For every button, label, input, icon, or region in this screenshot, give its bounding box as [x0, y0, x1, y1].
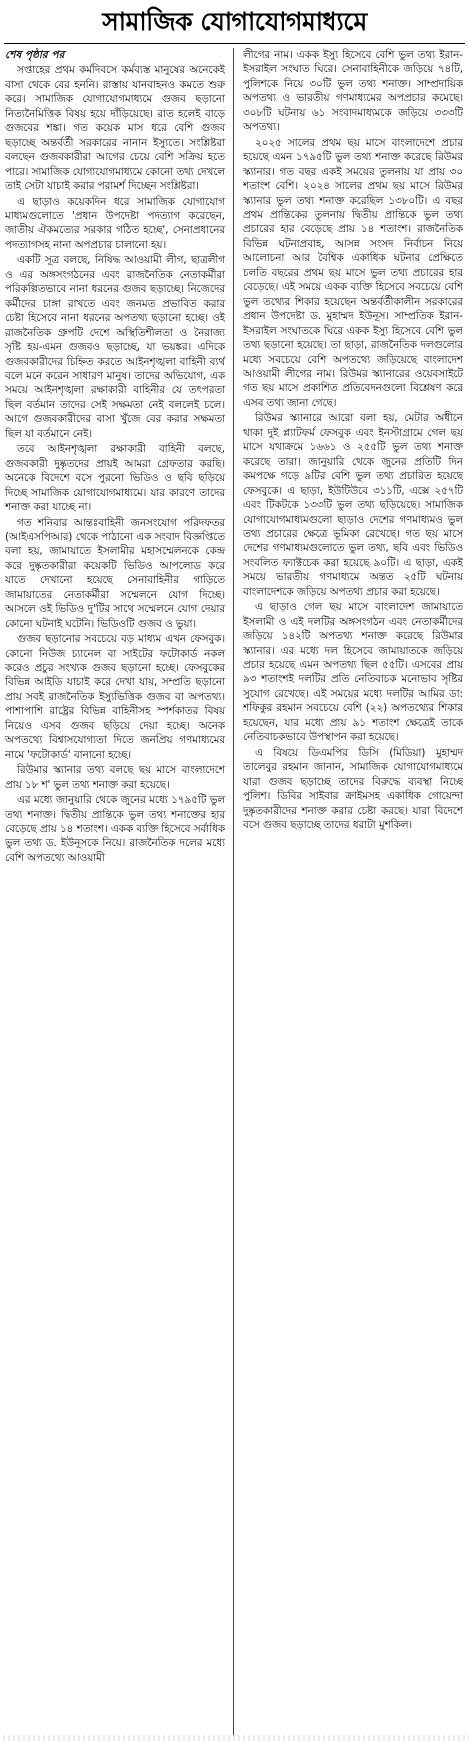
- article-paragraph: এ বিষয়ে ডিএমপির ডিসি (মিডিয়া) মুহাম্মদ তালেবুর রহমান জানান, সামাজিক যোগাযোগমাধ্যমে যারা গুজব ছড়াচ্ছে তাদের বিরুদ্ধে ব্যবস্থা নিচ্ছে পুলিশ। ডিবির সাইবার ক্রাইমসহ একাধিক গোয়েন্দা দুষ্কৃতকারীদের শনাক্ত করার চেষ্টা করছে। যারা বিদেশে বসে গুজব ছড়াচ্ছে তাদের ধরাটা মুশকিল।: [243, 746, 463, 832]
- article-paragraph: গত শনিবার আন্তঃবাহিনী জনসংযোগ পরিদফতর (আইএসপিআর) থেকে পাঠানো এক সংবাদ বিজ্ঞপ্তিতে বলা হয়, জামায়াতে ইসলামীর মহাসম্মেলনকে কেন্দ্র করে দুষ্কৃতকারীরা কয়েকটি ভিডিও আপলোড করে যাতে দেখানো হয়েছে সেনাবাহিনীর গাড়িতে জামায়াতের নেতাকর্মীরা সম্মেলনে যোগ দিচ্ছে। আসলে ওই ভিডিও দু'টির সাথে সম্মেলনে যোগ দেয়ার কোনো ঘটনাই ঘটেনি। ভিডিওটি গুজব ও ভুয়া।: [5, 516, 225, 630]
- headline-rule: [4, 43, 465, 44]
- article-paragraph: রিউমার স্ক্যানার তথ্য বলছে ছয় মাসে বাংলাদেশে প্রায় ১৮ শ' ভুল তথ্য শনাক্ত করা হয়েছে।: [5, 764, 225, 791]
- column-divider: [233, 48, 234, 1736]
- continued-from-label: শেষ পৃষ্ঠার পর: [5, 49, 65, 61]
- torn-edge: [0, 1735, 469, 1741]
- left-column: [5, 48, 225, 1738]
- article-paragraph: এর মধ্যে জানুয়ারি থেকে জুনের মধ্যে ১৭৯৫টি ভুল তথ্য শনাক্ত। দ্বিতীয় প্রান্তিকে ভুল তথ্য শনাক্তের হার বেড়েছে প্রায় ১৪ শতাংশ। একক ব্যক্তি হিসেবে সর্বাধিক ভুল তথ্য ড. ইউনূসকে নিয়ে। রাজনৈতিক দলের মধ্যে বেশি অপতথ্যে আওয়ামী: [5, 794, 225, 864]
- right-column: [243, 48, 463, 1738]
- headline: সামাজিক যোগাযোগমাধ্যমে: [102, 7, 367, 36]
- article-paragraph: একটি সূত্র বলছে, নিষিদ্ধ আওয়ামী লীগ, ছাত্রলীগ ও এর অঙ্গসংগঠনের এবং রাজনৈতিক নেতাকর্মীরা পরিকল্পিতভাবে নানা ধরনের গুজব ছড়াচ্ছে। নিজেদের কর্মীদের চাঙ্গা রাখতে এবং জনমত প্রভাবিত করার চেষ্টা হিসেবে নানা ধরনের অপতথ্য ছড়ানো হচ্ছে। ওই রাজনৈতিক গ্রুপটি দেশে অস্থিতিশীলতা ও নৈরাজ্য সৃষ্টি হয়-এমন গুজবও ছড়াচ্ছে, যা ভয়ঙ্কর। এদিকে গুজবকারীদের চিহ্নিত করতে আইনশৃঙ্খলা বাহিনী ব্যর্থ বলে মনে করেন সাধারণ মানুষ। তাদের অভিযোগ, এক সময়ে আইনশৃঙ্খলা রক্ষাকারী বাহিনীর যে তৎপরতা ছিল বর্তমান তাদের সেই সক্ষমতা নেই বললেই চলে। আগে গুজবকারীদের বাসা খুঁজে বের করার সক্ষমতা ছিল যা বর্তমানে নেই।: [5, 254, 225, 440]
- article-paragraph: লীগের নাম। একক ইস্যু হিসেবে বেশি ভুল তথ্য ইরান-ইসরাইল সংঘাত ঘিরে। সেনাবাহিনীকে জড়িয়ে ৭৪টি, পুলিশকে নিয়ে ৩০টি ভুল তথ্য শনাক্ত। সাম্প্রদায়িক অপতথ্য ও ভারতীয় গণমাধ্যমের অপপ্রচার কমেছে। ৩০৮টি ঘটনায় ৬১ সংবাদমাধ্যমকে জড়িয়ে ৩৩৩টি অপতথ্য।: [243, 49, 463, 134]
- article-paragraph: তবে আইনশৃঙ্খলা রক্ষাকারী বাহিনী বলছে, গুজবকারী দুষ্কৃতদের প্রায়ই আমরা গ্রেফতার করছি। অনেকে বিদেশে বসে পুরনো ভিডিও ও ছবি ছড়িয়ে দিচ্ছে সামাজিক যোগাযোগমাধ্যমে। যার কারণে তাদের শনাক্ত করা যাচ্ছে না।: [5, 443, 225, 514]
- article-paragraph: রিউমর স্ক্যানারে আরো বলা হয়, মেটার অধীনে থাকা দুই প্ল্যাটফর্ম ফেসবুক এবং ইনস্টাগ্রামে গেল ছয় মাসে যথাক্রমে ১৬৬১ ও ২৫৫টি ভুল তথ্য শনাক্ত করেছে তারা। জানুয়ারি থেকে জুনের প্রতিটি দিন কমপক্ষে গড়ে ৯টির বেশি ভুল তথ্য প্রচারিত হয়েছে ফেসবুকে। এ ছাড়া, ইউটিউবে ৩১১টি, এক্সে ২৫৭টি এবং টিকটকে ১৩৩টি ভুল তথ্য ছড়িয়েছে। সামাজিক যোগাযোগমাধ্যমগুলো ছাড়াও দেশের গণমাধ্যমও ভুল তথ্য প্রচারের ক্ষেত্রে ভূমিকা রেখেছে। গত ছয় মাসে দেশের গণমাধ্যমগুলোতে ভুল তথ্য, ছবি এবং ভিডিও সংবলিত ফ্যাক্টচেক করা হয়েছে ৯০টি। এ ছাড়া, একই সময়ে ভারতীয় গণমাধ্যমে অন্তত ২৫টি ঘটনায় বাংলাদেশকে জড়িয়ে অপতথ্য প্রচার করা হয়েছে।: [243, 412, 463, 598]
- article-paragraph: গুজব ছড়ানোর সবচেয়ে বড় মাধ্যম এখন ফেসবুক। কোনো নিউজ চ্যানেল বা সাইটের ফটোকার্ড নকল করেও প্রচুর সংখ্যক গুজব ছড়ানো হচ্ছে। ফেসবুকের বিভিন্ন আইডি যাচাই করে দেখা যায়, সম্প্রতি ছড়ানো প্রায় সবই রাজনৈতিক ইস্যুভিত্তিক গুজব বা অপতথ্য। পাশাপাশি রাষ্ট্রের বিভিন্ন বাহিনীসহ স্পর্শকাতর বিষয় নিয়েও এসব গুজব ছড়িয়ে দেয়া হচ্ছে। অনেক অপতথ্যে বিশ্বাসযোগ্যতা দিতে জনপ্রিয় গণমাধ্যমের নামে 'ফটোকার্ড' বানানো হচ্ছে।: [5, 633, 225, 761]
- article-paragraph: এ ছাড়াও কয়েকদিন ধরে সামাজিক যোগাযোগ মাধ্যমগুলোতে 'প্রধান উপদেষ্টা পদত্যাগ করেছেন, জাতীয় ঐকমত্যের সরকার গঠিত হচ্ছে', সেনাপ্রধানের পদত্যাগসহ নানা অপপ্রচার চালানো হয়।: [5, 195, 225, 251]
- article-paragraph: ২০২৫ সালের প্রথম ছয় মাসে বাংলাদেশে প্রচার হয়েছে এমন ১৭৯৫টি ভুল তথ্য শনাক্ত করেছে রিউমর স্ক্যানার। গত বছর একই সময়ের তুলনায় যা প্রায় ৩০ শতাংশ বেশি। ২০২৪ সালের প্রথম ছয় মাসে রিউমর স্ক্যানার ভুল তথ্য শনাক্ত করেছিল ১৩৮০টি। এ বছর প্রথম প্রান্তিকের তুলনায় দ্বিতীয় প্রান্তিকে ভুল তথ্য প্রচারের হার বেড়েছে প্রায় ১৪ শতাংশ। রাজনৈতিক বিভিন্ন ঘটনাপ্রবাহ, আসন্ন সংসদ নির্বাচন নিয়ে আলোচনা আর বৈশ্বিক একাধিক ঘটনার প্রেক্ষিতে চলতি বছরের প্রথম ছয় মাসে ভুল তথ্য প্রচারের হার বেড়েছে। এই সময়ে একক ব্যক্তি হিসেবে সবচেয়ে বেশি ভুল তথ্যের শিকার হয়েছেন অন্তর্বর্তীকালীন সরকারের প্রধান উপদেষ্টা ড. মুহাম্মদ ইউনূস। সাম্প্রতিক ইরান-ইসরাইল সংঘাতকে ঘিরে একক ইস্যু হিসেবে বেশি ভুল তথ্য ছড়ানো হয়েছে। তা ছাড়া, রাজনৈতিক দলগুলোর মধ্যে সবচেয়ে বেশি অপতথ্যে জড়িয়েছে বাংলাদেশ আওয়ামী লীগের নাম। রিউমর স্ক্যানারের ওয়েবসাইটে গত ছয় মাসে প্রকাশিত প্রতিবেদনগুলো বিশ্লেষণ করে এসব তথ্য জানা গেছে।: [243, 136, 463, 409]
- article-paragraph: সপ্তাহের প্রথম কর্মদিবসে কর্মব্যস্ত মানুষের অনেকেই বাসা থেকে বের হননি। রাস্তায় যানবাহনও কমতে শুরু করে। সামাজিক যোগাযোগমাধ্যমে গুজব ছড়ানো নিত্যনৈমিত্তিক বিষয় হয়ে দাঁড়িয়েছে। রাত হলেই বাড়ে গুজবের শঙ্কা। গত কয়েক মাস ধরে বেশি গুজব ছড়াচ্ছে অন্তর্বর্তী সরকারের নানান ইস্যুতে। সংশ্লিষ্টরা বলছেন গুজবকারীরা আগের চেয়ে বেশি সক্রিয় হতে পারে। সামাজিক যোগাযোগমাধ্যমে কোনো তথ্য দেখলে তাই সেটা যাচাই করার পরামর্শ দিচ্ছেন সংশ্লিষ্টরা।: [5, 64, 225, 193]
- article-paragraph: এ ছাড়াও গেল ছয় মাসে বাংলাদেশ জামায়াতে ইসলামী ও এই দলটির অঙ্গসংগঠন এবং নেতাকর্মীদের জড়িয়ে ১৪২টি অপতথ্য শনাক্ত করেছে রিউমার স্ক্যানার। এর মধ্যে দল হিসেবে জামায়াতকে জড়িয়ে প্রচার হয়েছে এমন অপতথ্য ছিল ৫৫টি। এসবের প্রায় ৯৩ শতাংশই দলটির প্রতি নেতিবাচক মনোভাব সৃষ্টির সুযোগ রেখেছে। এই সময়ের মধ্যে দলটির আমির ডা: শফিকুর রহমান সবচেয়ে বেশি (২২) অপতথ্যের শিকার হয়েছেন, যার মধ্যে প্রায় ৯১ শতাংশ ক্ষেত্রেই তাকে নেতিবাচকভাবে উপস্থাপন করা হয়েছে।: [243, 601, 463, 744]
